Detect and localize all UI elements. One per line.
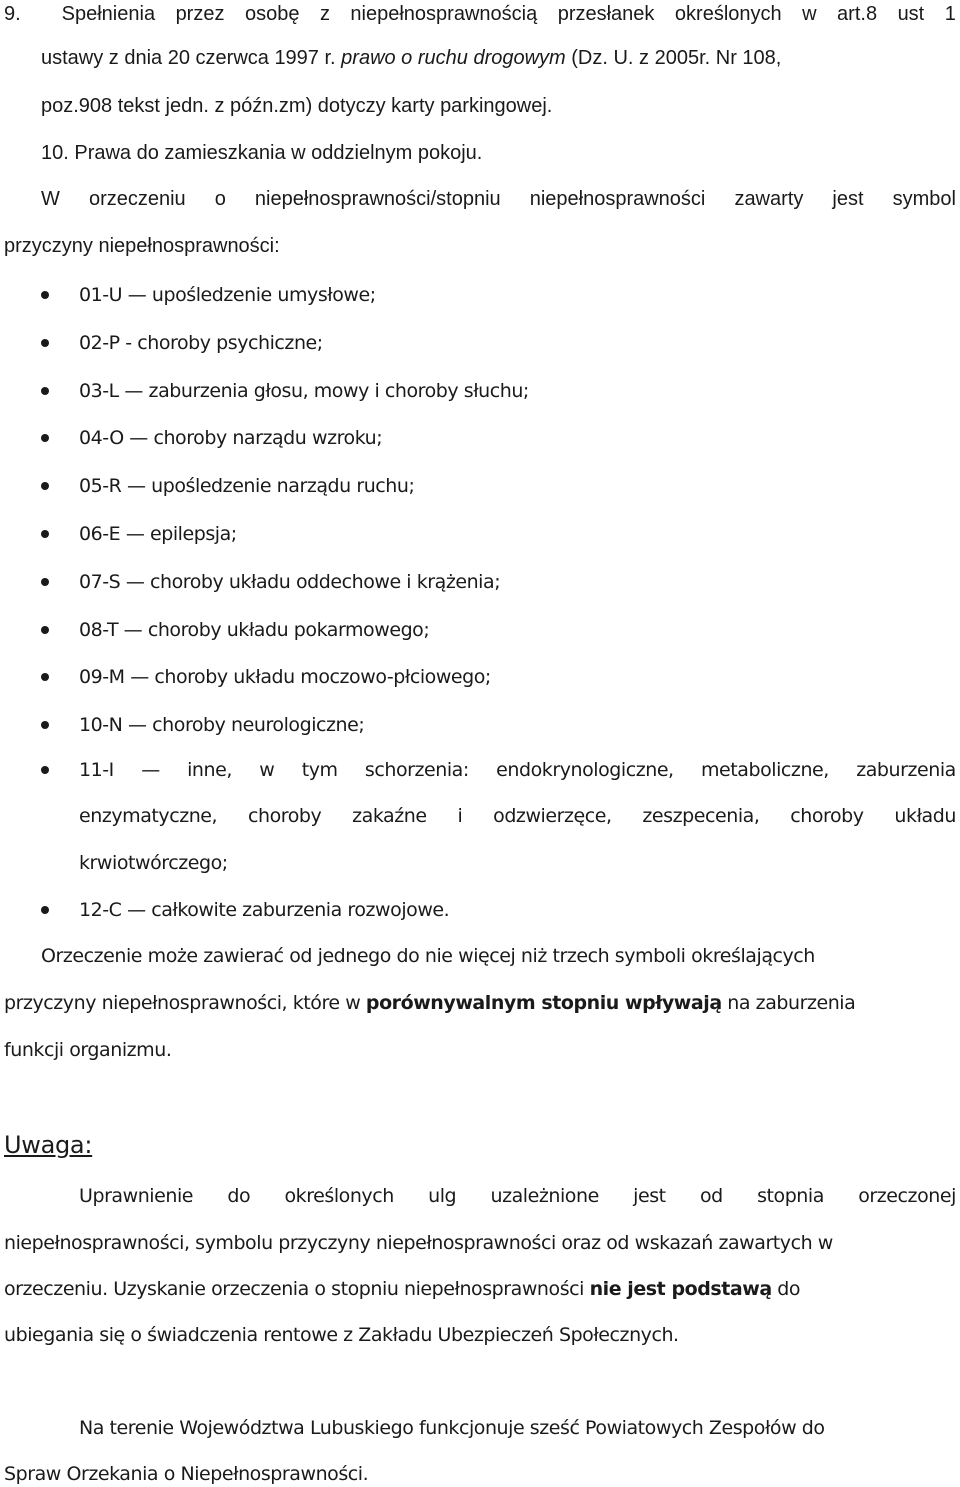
lubuskie-line-2: Spraw Orzekania o Niepełnosprawności.: [4, 1463, 369, 1485]
word: o: [214, 188, 226, 210]
word: odzwierzęce,: [493, 805, 612, 827]
code-text: 10-N — choroby neurologiczne;: [79, 714, 365, 736]
word: enzymatyczne,: [79, 805, 218, 827]
orzeczenie-line-3: funkcji organizmu.: [4, 1039, 172, 1061]
list-item: [0, 426, 960, 450]
bullet-icon: [41, 387, 49, 395]
code-11-text-1: [79, 758, 956, 782]
law-title-italic: prawo o ruchu drogowym: [341, 47, 566, 69]
word: W: [41, 188, 60, 210]
word: przesłanek: [557, 3, 655, 25]
code-11-text-2: [79, 804, 956, 828]
code-text: 07-S — choroby układu oddechowe i krążenia;: [79, 571, 501, 593]
orzeczenie-text-2b: na zaburzenia: [721, 992, 856, 1014]
list-item: [0, 713, 960, 737]
word: jest: [633, 1185, 666, 1207]
list-item: [0, 522, 960, 546]
word: Spełnienia: [61, 3, 156, 25]
item-9-line-1: [4, 2, 956, 26]
list-item: [0, 379, 960, 403]
word: zakaźne: [352, 805, 427, 827]
word: ust: [897, 3, 925, 25]
bullet-icon: [41, 530, 49, 538]
word: Uprawnienie: [79, 1185, 194, 1207]
lubuskie-line-1: Na terenie Województwa Lubuskiego funkcjonuje sześć Powiatowych Zespołów do: [79, 1417, 825, 1439]
word: zawarty: [734, 188, 804, 210]
word: 1: [944, 3, 956, 25]
word: schorzenia:: [364, 759, 469, 781]
item-9-text-2a: ustawy z dnia 20 czerwca 1997 r.: [41, 47, 342, 69]
uwaga-heading: Uwaga:: [4, 1131, 93, 1159]
word: metaboliczne,: [701, 759, 829, 781]
word: ulg: [428, 1185, 457, 1207]
list-item: [0, 331, 960, 355]
code-text: 06-E — epilepsja;: [79, 523, 237, 545]
word: układu: [894, 805, 956, 827]
word: jest: [832, 188, 864, 210]
word: tym: [301, 759, 338, 781]
uwaga-line-4: ubiegania się o świadczenia rentowe z Zakładu Ubezpieczeń Społecznych.: [4, 1324, 679, 1346]
uwaga-line-3: [4, 1277, 800, 1301]
bullet-icon: [41, 721, 49, 729]
bullet-icon: [41, 339, 49, 347]
word: niepełnosprawności/stopniu: [254, 188, 501, 210]
word: określonych: [284, 1185, 394, 1207]
bullet-icon: [41, 626, 49, 634]
word: w: [802, 3, 817, 25]
word: inne,: [187, 759, 232, 781]
bullet-icon: [41, 434, 49, 442]
word: —: [141, 759, 160, 781]
word: przez: [175, 3, 225, 25]
item-9-line-3: poz.908 tekst jedn. z późn.zm) dotyczy karty parkingowej.: [41, 95, 553, 117]
list-item: [0, 618, 960, 642]
word: uzależnione: [490, 1185, 599, 1207]
code-11-line-2: [79, 804, 956, 828]
word: zeszpecenia,: [642, 805, 760, 827]
word: i: [457, 805, 463, 827]
code-text: 02-P - choroby psychiczne;: [79, 332, 323, 354]
word: choroby: [790, 805, 864, 827]
item-10: 10. Prawa do zamieszkania w oddzielnym pokoju.: [41, 142, 483, 164]
symbol-intro-line-1: [41, 187, 956, 211]
word: choroby: [247, 805, 322, 827]
uwaga-text-1: [79, 1184, 956, 1208]
item-9-text-2: [41, 46, 956, 70]
word: określonych: [674, 3, 782, 25]
bullet-icon: [41, 291, 49, 299]
bullet-icon: [41, 766, 49, 774]
code-text: 09-M — choroby układu moczowo-płciowego;: [79, 666, 491, 688]
word: osobę: [244, 3, 300, 25]
item-9-text-2b: (Dz. U. z 2005r. Nr 108,: [565, 47, 782, 69]
list-item: [0, 474, 960, 498]
word: endokrynologiczne,: [496, 759, 674, 781]
code-11-line-3: krwiotwórczego;: [79, 852, 228, 874]
list-item: [0, 570, 960, 594]
word: 9.: [4, 3, 21, 25]
word: 11-I: [79, 759, 114, 781]
bullet-icon: [41, 482, 49, 490]
bullet-icon: [41, 578, 49, 586]
word: w: [259, 759, 275, 781]
item-9-text-1: [4, 2, 956, 26]
word: niepełnosprawności: [529, 188, 706, 210]
bullet-icon: [41, 673, 49, 681]
orzeczenie-line-2: [4, 991, 855, 1015]
code-text: 05-R — upośledzenie narządu ruchu;: [79, 475, 415, 497]
word: zaburzenia: [856, 759, 956, 781]
word: art.8: [837, 3, 878, 25]
word: od: [699, 1185, 723, 1207]
code-text: 08-T — choroby układu pokarmowego;: [79, 619, 430, 641]
list-item-code-12: [0, 898, 960, 922]
list-item: [0, 283, 960, 307]
word: niepełnosprawnością: [350, 3, 538, 25]
word: z: [319, 3, 330, 25]
code-11-line-1: [79, 758, 956, 782]
uwaga-bold-phrase: nie jest podstawą: [589, 1278, 772, 1300]
code-text: 01-U — upośledzenie umysłowe;: [79, 284, 376, 306]
symbol-intro-line-2: przyczyny niepełnosprawności:: [4, 235, 280, 257]
orzeczenie-line-1: Orzeczenie może zawierać od jednego do nie więcej niż trzech symboli określających: [41, 945, 815, 967]
item-9-line-2: [41, 46, 956, 70]
code-text: 04-O — choroby narządu wzroku;: [79, 427, 383, 449]
list-item: [0, 665, 960, 689]
list-item-code-11: [0, 758, 960, 782]
word: stopnia: [757, 1185, 824, 1207]
code-text: 03-L — zaburzenia głosu, mowy i choroby słuchu;: [79, 380, 529, 402]
word: do: [227, 1185, 251, 1207]
bullet-icon: [41, 906, 49, 914]
code-12-text: 12-C — całkowite zaburzenia rozwojowe.: [79, 899, 450, 921]
uwaga-text-3b: do: [771, 1278, 801, 1300]
symbol-intro-text-1: [41, 187, 956, 211]
orzeczenie-text-2a: przyczyny niepełnosprawności, które w: [4, 992, 366, 1014]
uwaga-text-3a: orzeczeniu. Uzyskanie orzeczenia o stopniu niepełnosprawności: [4, 1278, 590, 1300]
uwaga-line-1: [79, 1184, 956, 1208]
word: orzeczonej: [858, 1185, 956, 1207]
orzeczenie-bold-phrase: porównywalnym stopniu wpływają: [365, 992, 722, 1014]
word: symbol: [892, 188, 956, 210]
word: orzeczeniu: [88, 188, 186, 210]
uwaga-line-2: niepełnosprawności, symbolu przyczyny niepełnosprawności oraz od wskazań zawartych w: [4, 1232, 833, 1254]
